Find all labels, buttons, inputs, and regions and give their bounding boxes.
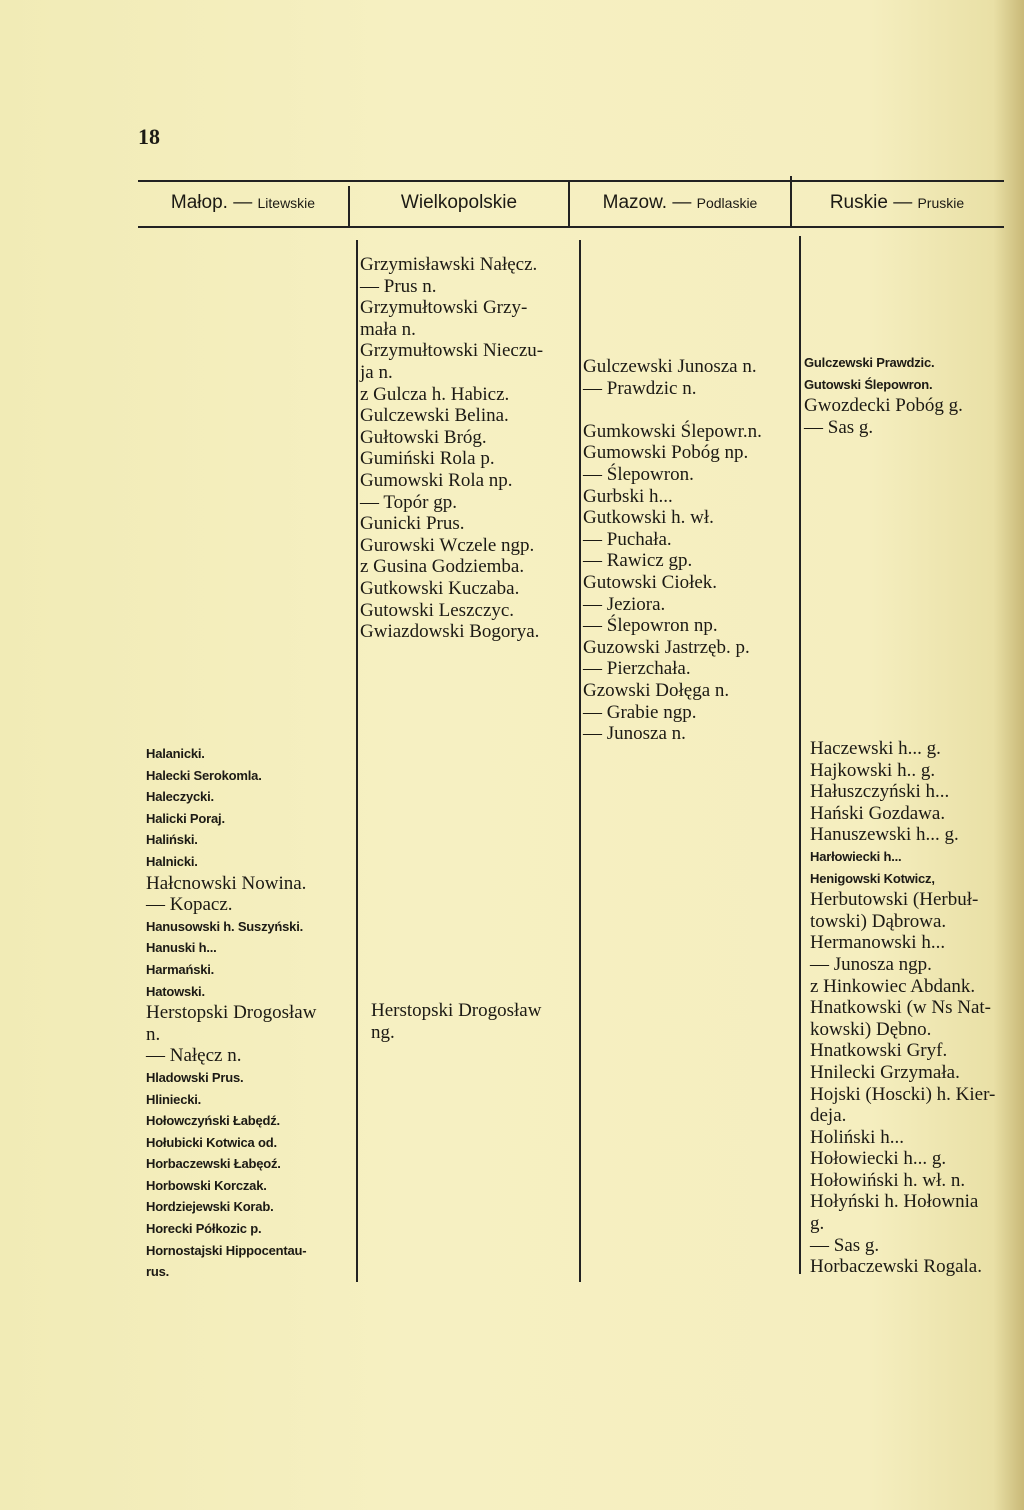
entry: g.	[810, 1213, 825, 1235]
entry: — Kopacz.	[146, 894, 233, 916]
entry: Gutkowski Kuczaba.	[360, 577, 520, 599]
entry: deja.	[810, 1105, 847, 1127]
entry: Hermanowski h...	[810, 932, 946, 954]
header-main: Małop.	[170, 192, 228, 213]
entry: Hałcnowski Nowina.	[146, 872, 307, 894]
entry: Grzymułtowski Nieczu-	[360, 340, 544, 362]
entry: Herstopski Drogosław	[371, 1000, 542, 1021]
entry: Hnatkowski Gryf.	[810, 1040, 948, 1062]
entry: Hajkowski h.. g.	[810, 759, 936, 781]
entry: — Puchała.	[583, 528, 672, 550]
column-mazowieckie-entries	[583, 356, 762, 745]
entry: — Sas g.	[810, 1234, 880, 1256]
column-divider-3-body	[799, 236, 801, 1274]
entry: — Prawdzic n.	[583, 377, 697, 399]
entry: Halecki Serokomla.	[146, 767, 262, 783]
header-ruskie-pruskie	[792, 192, 1002, 222]
entry: Hliniecki.	[146, 1091, 202, 1107]
entry: — Topór gp.	[360, 491, 458, 513]
entry: — Sas g.	[804, 416, 874, 438]
entry: — Junosza n.	[583, 723, 686, 745]
column-wielkopolskie-entries	[360, 254, 543, 643]
table-top-rule	[138, 180, 1004, 182]
entry	[583, 399, 762, 421]
entry: Hański Gozdawa.	[810, 802, 946, 824]
entry: z Hinkowiec Abdank.	[810, 975, 976, 997]
entry: Gurbski h...	[583, 485, 673, 507]
entry: Horbowski Korczak.	[146, 1177, 267, 1193]
entry: n.	[146, 1023, 161, 1045]
header-wielkopolskie	[350, 192, 568, 222]
entry: z Gulcza h. Habicz.	[360, 383, 510, 405]
entry: kowski) Dębno.	[810, 1018, 932, 1040]
entry: Gurowski Wczele ngp.	[360, 534, 535, 556]
entry: Hanuski h...	[146, 940, 217, 956]
entry: Gunicki Prus.	[360, 513, 465, 535]
header-main: Wielkopolskie	[400, 192, 518, 213]
entry: Gulczewski Belina.	[360, 405, 509, 427]
entry: Gulczewski Junosza n.	[583, 356, 757, 377]
entry: Hojski (Hoscki) h. Kier-	[810, 1083, 996, 1105]
entry: — Nałęcz n.	[146, 1045, 242, 1067]
header-dash: —	[672, 192, 692, 213]
header-mazowieckie-podlaskie	[570, 192, 790, 222]
entry: Halicki Poraj.	[146, 810, 225, 826]
header-sub: Podlaskie	[696, 195, 758, 211]
entry: Hordziejewski Korab.	[146, 1199, 274, 1215]
entry: mała n.	[360, 318, 416, 340]
entry: Gumowski Pobóg np.	[583, 442, 749, 464]
entry: Gumowski Rola np.	[360, 469, 513, 491]
header-sub: Litewskie	[257, 195, 316, 211]
header-dash: —	[893, 192, 913, 213]
entry: — Prus n.	[360, 275, 437, 297]
entry: Horbaczewski Rogala.	[810, 1256, 982, 1278]
column-malopolskie-entries	[146, 743, 316, 1283]
header-main: Mazow.	[602, 192, 668, 213]
entry: Haleczycki.	[146, 789, 214, 805]
entry: Hornostajski Hippocentau-	[146, 1242, 307, 1258]
header-sub: Pruskie	[917, 195, 965, 211]
column-divider-1-body	[356, 240, 358, 1282]
entry: Hladowski Prus.	[146, 1069, 244, 1085]
entry: — Rawicz gp.	[583, 550, 693, 572]
entry: Gzowski Dołęga n.	[583, 679, 730, 701]
entry: Haczewski h... g.	[810, 738, 941, 759]
entry: Guzowski Jastrzęb. p.	[583, 636, 750, 658]
entry: Gutowski Ciołek.	[583, 571, 718, 593]
entry: — Ślepowron.	[583, 463, 694, 485]
entry: ng.	[371, 1021, 395, 1043]
entry: Harmański.	[146, 961, 215, 977]
entry: Horbaczewski Łabęoź.	[146, 1156, 281, 1172]
header-dash: —	[233, 192, 253, 213]
header-main: Ruskie	[829, 192, 888, 213]
entry: Gumiński Rola p.	[360, 448, 495, 470]
entry: — Grabie ngp.	[583, 701, 697, 723]
entry: rus.	[146, 1264, 170, 1280]
entry: ja n.	[360, 361, 393, 383]
entry: Gutowski Leszczyc.	[360, 599, 515, 621]
column-ruskie-entries-h	[810, 738, 995, 1278]
entry: Gwiazdowski Bogorya.	[360, 621, 540, 643]
column-ruskie-entries	[804, 352, 963, 438]
header-malopolskie-litewskie	[140, 192, 346, 222]
entry: Gulczewski Prawdzic.	[804, 355, 935, 370]
entry: — Ślepowron np.	[583, 615, 718, 637]
entry: Gumkowski Ślepowr.n.	[583, 420, 762, 442]
entry: towski) Dąbrowa.	[810, 910, 947, 932]
page-number: 18	[138, 124, 160, 149]
entry: Hnilecki Grzymała.	[810, 1061, 960, 1083]
table-header-rule	[138, 226, 1004, 228]
entry: Gwozdecki Pobóg g.	[804, 395, 963, 417]
entry: Henigowski Kotwicz,	[810, 870, 935, 886]
entry: — Jeziora.	[583, 593, 666, 615]
entry: Herbutowski (Herbuł-	[810, 889, 979, 911]
entry: Halnicki.	[146, 853, 198, 869]
entry: Hanuszewski h... g.	[810, 824, 959, 846]
entry: Hanusowski h. Suszyński.	[146, 918, 304, 934]
entry: z Gusina Godziemba.	[360, 556, 525, 578]
entry: Gułtowski Bróg.	[360, 426, 487, 448]
column-divider-2-body	[579, 240, 581, 1282]
entry: Grzymułtowski Grzy-	[360, 297, 528, 319]
entry: Halanicki.	[146, 746, 205, 761]
entry: Hałuszczyński h...	[810, 781, 950, 803]
entry: Gutkowski h. wł.	[583, 507, 714, 529]
entry: — Pierzchała.	[583, 658, 691, 680]
entry: Holiński h...	[810, 1126, 904, 1148]
entry: Hnatkowski (w Ns Nat-	[810, 997, 992, 1019]
entry: Hatowski.	[146, 983, 205, 999]
entry: — Junosza ngp.	[810, 953, 932, 975]
entry: Harłowiecki h...	[810, 848, 902, 864]
entry: Herstopski Drogosław	[146, 1002, 317, 1024]
entry: Hołowiński h. wł. n.	[810, 1169, 966, 1191]
entry: Gutowski Ślepowron.	[804, 376, 933, 392]
entry: Hołowczyński Łabędź.	[146, 1113, 280, 1129]
entry: Hołubicki Kotwica od.	[146, 1134, 277, 1150]
entry: Hołyński h. Hołownia	[810, 1191, 979, 1213]
entry: Haliński.	[146, 832, 198, 848]
entry: Hołowiecki h... g.	[810, 1148, 947, 1170]
entry: Grzymisławski Nałęcz.	[360, 254, 538, 275]
column-wielkopolskie-entries-h	[371, 1000, 541, 1043]
entry: Horecki Półkozic p.	[146, 1221, 262, 1237]
